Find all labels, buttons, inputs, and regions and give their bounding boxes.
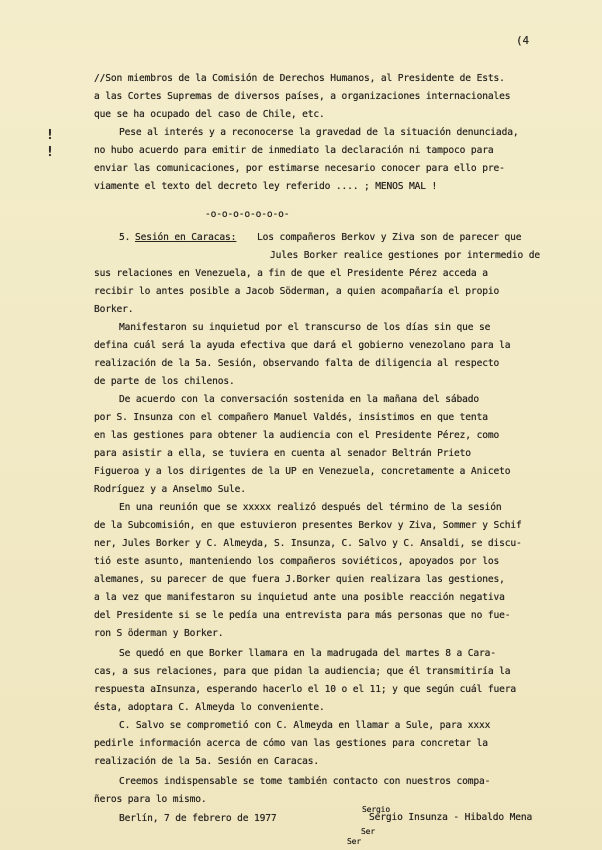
text-line: no hubo acuerdo para emitir de inmediato la declaración ni tampoco para [94, 145, 494, 156]
text-line: de la Subcomisión, en que estuvieron presentes Berkov y Ziva, Sommer y Schif [94, 520, 522, 531]
text-line: alemanes, su parecer de que fuera J.Borker quien realizara las gestiones, [94, 574, 505, 585]
text-line: de parte de los chilenos. [94, 376, 235, 387]
text-line: para asistir a ella, se tuviera en cuenta al senador Beltrán Prieto [94, 448, 471, 459]
text-line: //Son miembros de la Comisión de Derechos Humanos, al Presidente de Ests. [94, 73, 505, 84]
text-line: que se ha ocupado del caso de Chile, etc. [94, 109, 325, 120]
text-line: Los compañeros Berkov y Ziva son de parecer que [257, 232, 522, 243]
section-number: 5. [119, 232, 131, 243]
text-line: enviar las comunicaciones, por estimarse necesario conocer para ello pre- [94, 163, 505, 174]
text-line: pedirle información acerca de cómo van las gestiones para concretar la [94, 738, 488, 749]
text-line: Jules Borker realice gestiones por intermedio de [270, 250, 541, 261]
text-line: a la vez que manifestaron su inquietud ante una posible reacción negativa [94, 592, 505, 603]
margin-mark: ! [46, 145, 54, 160]
text-line: Creemos indispensable se tome también contacto con nuestros compa- [119, 776, 491, 787]
text-line: viamente el texto del decreto ley referido .... ; MENOS MAL ! [94, 181, 438, 192]
place-date: Berlín, 7 de febrero de 1977 [119, 813, 277, 824]
text-line: De acuerdo con la conversación sostenida en la mañana del sábado [119, 394, 480, 405]
page-number: (4 [516, 34, 529, 47]
text-line: Borker. [94, 304, 134, 315]
text-line: C. Salvo se comprometió con C. Almeyda en llamar a Sule, para xxxx [119, 720, 491, 731]
text-line: Rodríguez y a Anselmo Sule. [94, 484, 246, 495]
section-heading: Sesión en Caracas: [135, 232, 237, 243]
text-line: Figueroa y a los dirigentes de la UP en Venezuela, concretamente a Aniceto [94, 466, 511, 477]
text-line: cas, a sus relaciones, para que pidan la audiencia; que él transmitiría la [94, 666, 511, 677]
signature-overstrike: Sergio [362, 805, 390, 814]
text-line: en las gestiones para obtener la audiencia con el Presidente Pérez, como [94, 430, 500, 441]
text-line: por S. Insunza con el compañero Manuel Valdés, insistimos en que tenta [94, 412, 488, 423]
text-line: realización de la 5a. Sesión, observando falta de diligencia al respecto [94, 358, 500, 369]
text-line: sus relaciones en Venezuela, a fin de que el Presidente Pérez acceda a [94, 268, 488, 279]
text-line: ron S öderman y Borker. [94, 628, 224, 639]
text-line: ñeros para lo mismo. [94, 794, 207, 805]
text-line: tió este asunto, manteniendo los compañeros soviéticos, apoyados por los [94, 556, 500, 567]
text-line: Manifestaron su inquietud por el transcurso de los días sin que se [119, 322, 491, 333]
separator: -o-o-o-o-o-o-o- [205, 209, 290, 220]
text-line: En una reunión que se xxxxx realizó después del término de la sesión [119, 502, 502, 513]
text-line: ner, Jules Borker y C. Almeyda, S. Insunza, C. Salvo y C. Ansaldi, se discu- [94, 538, 522, 549]
signature-fragment: Ser [361, 827, 375, 836]
text-line: recibir lo antes posible a Jacob Söderman, a quien acompañaría el propio [94, 286, 500, 297]
signatures: Sergio Insunza - Hibaldo Mena [369, 812, 533, 823]
text-line: del Presidente si se le pedía una entrevista para más personas que no fue- [94, 610, 511, 621]
text-line: ésta, adoptara C. Almeyda lo conveniente. [94, 702, 325, 713]
signature-fragment: Ser [347, 837, 361, 846]
text-line: realización de la 5a. Sesión en Caracas. [94, 756, 320, 767]
text-line: Se quedó en que Borker llamara en la madrugada del martes 8 a Cara- [119, 648, 496, 659]
text-line: Pese al interés y a reconocerse la gravedad de la situación denunciada, [119, 127, 519, 138]
text-line: a las Cortes Supremas de diversos países, a organizaciones internacionales [94, 91, 511, 102]
text-line: defina cuál será la ayuda efectiva que dará el gobierno venezolano para la [94, 340, 511, 351]
margin-mark: ! [46, 128, 54, 143]
text-line: respuesta aInsunza, esperando hacerlo el 10 o el 11; y que según cuál fuera [94, 684, 516, 695]
